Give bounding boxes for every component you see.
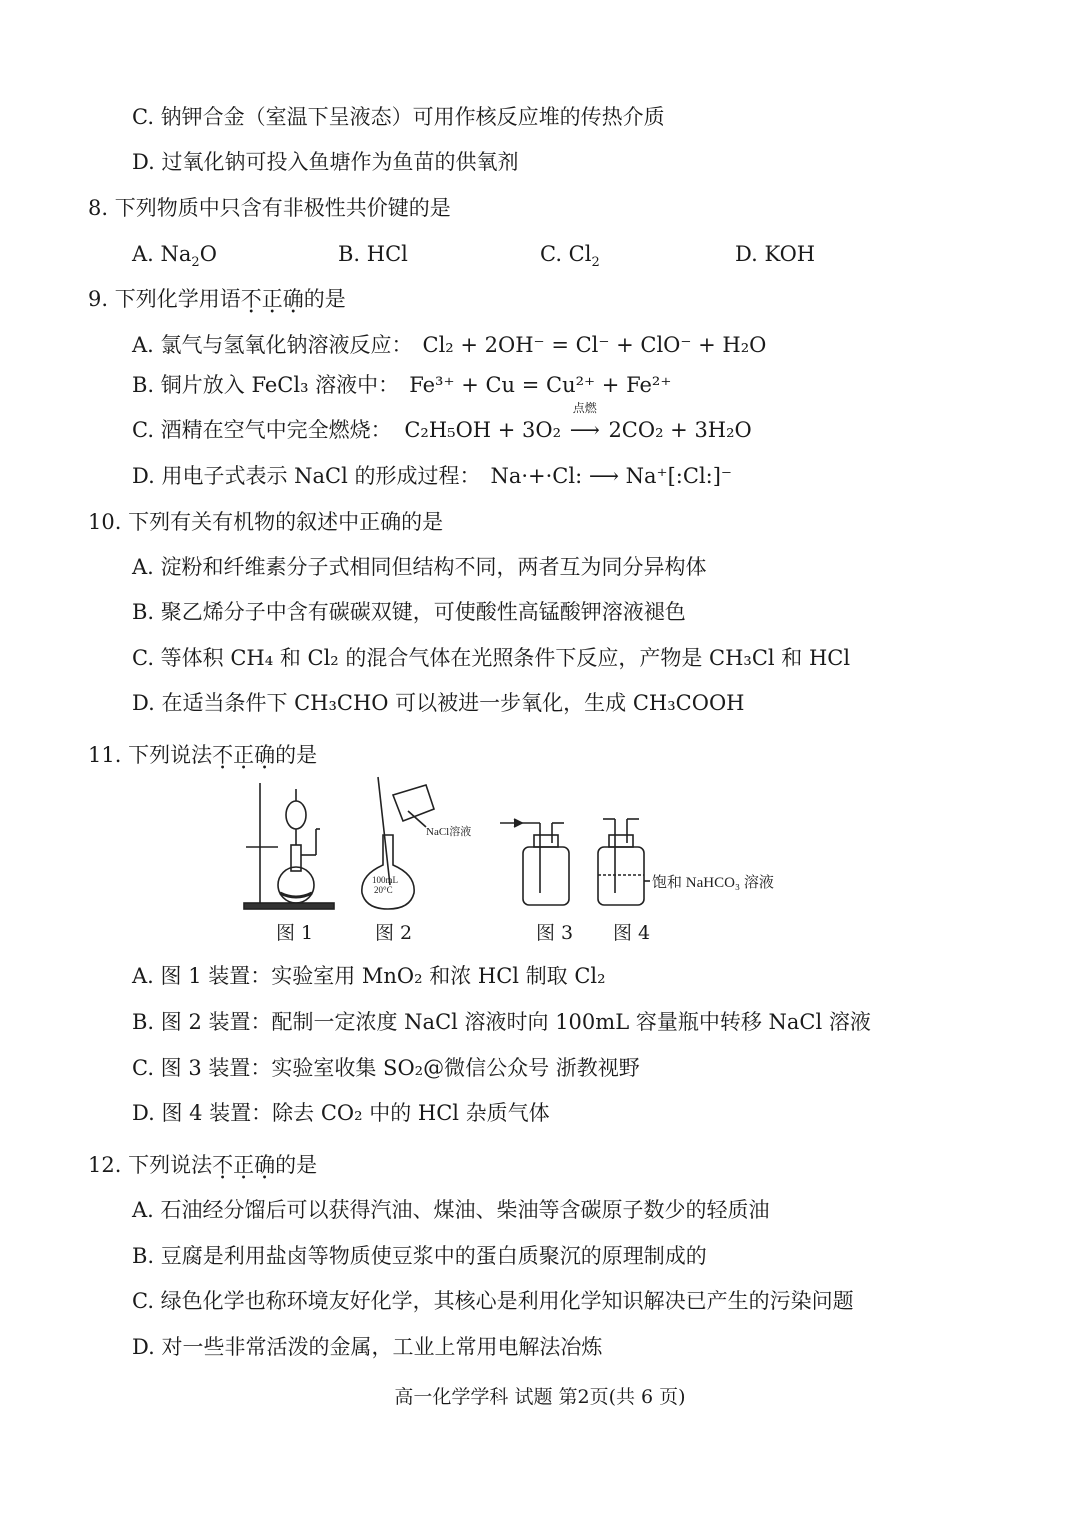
- fig4-apparatus: [598, 819, 774, 905]
- reaction-arrow: 点燃 ⟶: [569, 401, 600, 442]
- q10-option-d: D. 在适当条件下 CH₃CHO 可以被进一步氧化，生成 CH₃COOH: [132, 691, 745, 715]
- svg-text:饱和 NaHCO₃ 溶液: 饱和 NaHCO₃ 溶液: [652, 875, 774, 891]
- fig3-apparatus: [500, 819, 569, 905]
- fig2-apparatus: [362, 777, 471, 909]
- q10-stem: 10. 下列有关有机物的叙述中正确的是: [88, 510, 444, 534]
- fig3-label: 图 3: [536, 922, 574, 944]
- q7-option-c: C. 钠钾合金（室温下呈液态）可用作核反应堆的传热介质: [132, 105, 665, 129]
- apparatus-figure: [238, 775, 798, 945]
- q8-option-a: A. $Na_2O$: [132, 242, 217, 271]
- q8-option-c: C. $Cl_2$: [540, 242, 600, 271]
- q11-stem: 11. 下列说法不正确的是: [88, 743, 318, 767]
- q9-option-d: D. 用电子式表示 NaCl 的形成过程： Na·+·Cl: ⟶ Na⁺[:Cl:]⁻: [132, 464, 733, 488]
- q11-option-b: B. 图 2 装置：配制一定浓度 NaCl 溶液时向 100mL 容量瓶中转移 NaCl 溶液: [132, 1010, 871, 1034]
- q8-stem: 8. 下列物质中只含有非极性共价键的是: [88, 196, 451, 220]
- q12-stem: 12. 下列说法不正确的是: [88, 1153, 318, 1177]
- q12-option-b: B. 豆腐是利用盐卤等物质使豆浆中的蛋白质聚沉的原理制成的: [132, 1244, 707, 1268]
- svg-text:20°C: 20°C: [374, 885, 393, 895]
- fig2-label: 图 2: [375, 922, 413, 944]
- q11-option-d: D. 图 4 装置：除去 CO₂ 中的 HCl 杂质气体: [132, 1101, 550, 1125]
- q10-option-b: B. 聚乙烯分子中含有碳碳双键，可使酸性高锰酸钾溶液褪色: [132, 600, 686, 624]
- q10-option-c: C. 等体积 CH₄ 和 Cl₂ 的混合气体在光照条件下反应，产物是 CH₃Cl 和 HCl: [132, 646, 851, 670]
- q12-option-a: A. 石油经分馏后可以获得汽油、煤油、柴油等含碳原子数少的轻质油: [132, 1198, 770, 1222]
- svg-text:100mL: 100mL: [372, 875, 398, 885]
- page-footer: 高一化学学科 试题 第2页(共 6 页): [394, 1386, 686, 1408]
- q11-option-a: A. 图 1 装置：实验室用 MnO₂ 和浓 HCl 制取 Cl₂: [132, 964, 606, 988]
- q8-option-b: B. HCl: [338, 242, 408, 266]
- svg-text:NaCl溶液: NaCl溶液: [426, 826, 472, 838]
- q12-option-c: C. 绿色化学也称环境友好化学，其核心是利用化学知识解决已产生的污染问题: [132, 1289, 854, 1313]
- q9-stem: 9. 下列化学用语不正确的是: [88, 287, 346, 311]
- q9-option-a: A. 氯气与氢氧化钠溶液反应： Cl₂ + 2OH⁻ = Cl⁻ + ClO⁻ + H₂O: [132, 333, 767, 357]
- q9-option-b: B. 铜片放入 FeCl₃ 溶液中： Fe³⁺ + Cu = Cu²⁺ + Fe²⁺: [132, 373, 672, 397]
- q11-option-c: C. 图 3 装置：实验室收集 SO₂@微信公众号 浙教视野: [132, 1056, 640, 1080]
- q7-option-d: D. 过氧化钠可投入鱼塘作为鱼苗的供氧剂: [132, 150, 519, 174]
- q8-option-d: D. KOH: [735, 242, 816, 266]
- fig1-label: 图 1: [276, 922, 314, 944]
- q10-option-a: A. 淀粉和纤维素分子式相同但结构不同，两者互为同分异构体: [132, 555, 707, 579]
- q12-option-d: D. 对一些非常活泼的金属，工业上常用电解法冶炼: [132, 1335, 603, 1359]
- q9-option-c: C. 酒精在空气中完全燃烧： C₂H₅OH + 3O₂ 点燃 ⟶ 2CO₂ + 3H₂O: [132, 415, 752, 445]
- fig4-label: 图 4: [613, 922, 651, 944]
- fig1-apparatus: [244, 783, 334, 909]
